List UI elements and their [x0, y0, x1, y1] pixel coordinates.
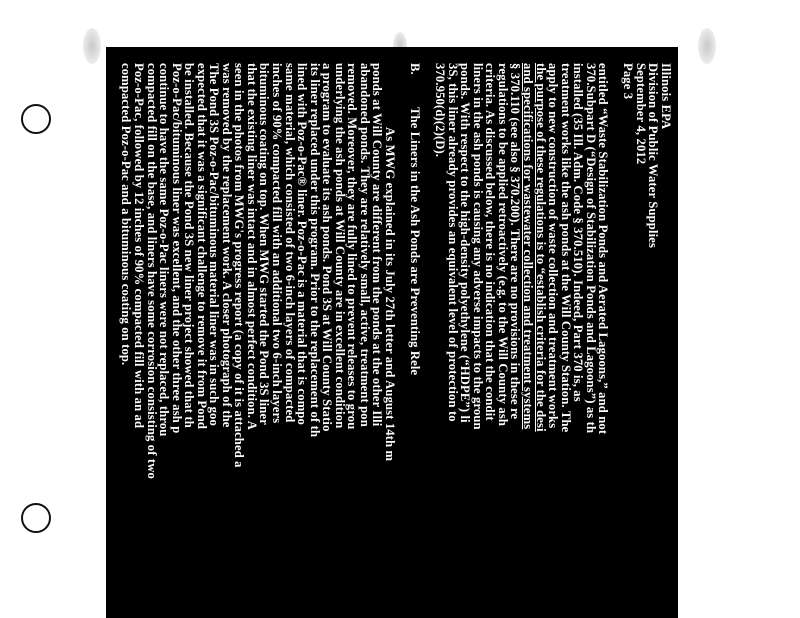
p2-line: removed. Moreover, they are fully lined to prevent releases to grou — [345, 63, 360, 430]
p2-line: ponds at Will County are different from the ponds at the other Illi — [370, 63, 385, 427]
header-date: September 4, 2012 — [633, 63, 648, 165]
p1-line: regulations to be applied retroactively (e.g. to the Will County ash — [495, 63, 510, 427]
p2-line: compacted fill on the base, and liners have some corrosion consisting of two — [144, 63, 159, 479]
p2-line: inches of 90% compacted fill with an additional two 6-inch layers — [270, 63, 285, 424]
p2-line: was removed by the replacement work. A closer photograph of the — [219, 63, 234, 428]
scan-shadow-1 — [83, 28, 101, 64]
p1-line: liners in the ash ponds is causing any adverse impacts to the groun — [470, 63, 485, 430]
p1-line: ponds. With respect to the high-density polyethylene (“HDPE”) li — [458, 63, 473, 423]
p1-line: the purpose of these regulations is to “establish criteria for the desi — [533, 63, 548, 432]
p3-line: Because the work to replace the Pond 3S liner had commen — [94, 127, 109, 454]
p2-line: Poz-o-Pac, followed by 12 inches of 90% compacted fill with an ad — [132, 63, 147, 429]
header-recipient: Illinois EPA — [659, 63, 673, 130]
p2-line: As MWG explained in its July 27th letter and August 14th m — [382, 127, 397, 462]
p1-line: installed (35 Ill. Adm. Code § 370.510). Indeed, Part 370 is, as — [571, 63, 586, 402]
p1-line: entitled “Waste Stabilization Ponds and Aerated Lagoons,” and not — [596, 63, 611, 435]
letter-text — [69, 47, 678, 618]
header-division: Division of Public Water Supplies — [646, 63, 661, 249]
p1-line: 370.Subpart D (“Design of Stabilization Ponds and Lagoons”) as th — [583, 63, 598, 434]
section-b-heading — [409, 63, 422, 618]
p2-line: lined with Poz-o-Pac® liner. Poz-o-Pac is a material that is compo — [295, 63, 310, 425]
p2-line: The Pond 3S Poz-o-Pac/bituminous material liner was in such goo — [207, 63, 222, 426]
p1-line: and specifications for wastewater collection and treatment systems — [520, 63, 535, 430]
p1-line: 370.950(d)(2)(D). — [433, 63, 448, 158]
p2-line: compacted Poz-o-Pac and a bituminous coating on top. — [119, 63, 134, 366]
p2-line: Poz-o-Pac/bituminous liner was excellent, and the other three ash p — [169, 63, 184, 434]
letter-header — [622, 63, 672, 618]
header-page: Page 3 — [621, 63, 636, 100]
section-b-letter: B. — [408, 63, 423, 75]
p2-line: seen in the photos from MWG's progress report (a copy of it is attached a — [232, 63, 247, 468]
p3-line: condition of the existing Poz-o-Pac liner was discovered, the work h — [81, 63, 96, 435]
paragraph-2 — [120, 63, 396, 618]
paragraph-1 — [434, 63, 610, 618]
p1-line: 3S, this liner already provides an equivalent level of protection to — [445, 63, 460, 422]
p2-line: its liner replaced under this program. Prior to the replacement of th — [307, 63, 322, 438]
p1-line: criteria. As discussed below, there is no indication that the condit — [483, 63, 498, 421]
p2-line: continue to have the same Poz-o-Pac liners were not replaced, throu — [157, 63, 172, 437]
binder-hole-top — [21, 104, 51, 134]
binder-hole-bottom — [21, 503, 51, 533]
p3-line: liner was installed in Pond 3S. The existing Poz-o-Pac liner on the — [69, 63, 84, 425]
p1-line: treatment works like the ash ponds at the Will County Station. The — [558, 63, 573, 433]
p2-line: abandoned ponds. They are relatively small, active, treatment pon — [357, 63, 372, 427]
paragraph-3 — [70, 63, 108, 618]
p2-line: a program to evaluate its ash ponds. Pond 3S at Will County Statio — [320, 63, 335, 432]
p2-line: bituminous coating on top. When MWG started the Pond 3S liner — [257, 63, 272, 425]
section-b-title: The Liners in the Ash Ponds are Preventing Rele — [408, 107, 423, 376]
scanned-page — [69, 47, 678, 618]
p2-line: be installed. Because the Pond 3S new liner project showed that th — [182, 63, 197, 428]
scan-shadow-3 — [698, 28, 716, 64]
p2-line: that the existing liner was intact and in almost perfect condition. A — [244, 63, 259, 430]
p2-line: expected that it was a significant challenge to remove it from Pond — [194, 63, 209, 430]
p2-line: same material, which consisted of two 6-inch layers of compacted — [282, 63, 297, 423]
p1-line: apply to new construction of waste collection and treatment works — [546, 63, 561, 429]
p2-line: underlying the ash ponds at Will County are in excellent condition — [332, 63, 347, 429]
p1-line: § 370.110 (see also § 370.200). There are no provisions in these re — [508, 63, 523, 420]
